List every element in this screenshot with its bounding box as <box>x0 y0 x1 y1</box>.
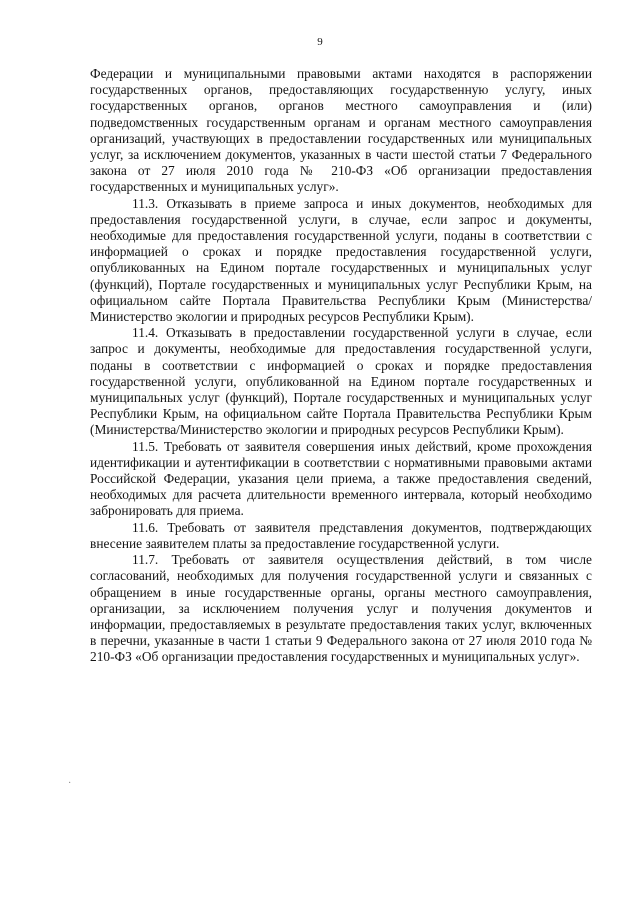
paragraph-11-7: 11.7. Требовать от заявителя осуществления действий, в том числе согласований, необходимых для получения государственной услуги и связанных с обращением в иные государственные органы, органы местного самоуправления, организации, за исключением получения услуг и получения документов и информации, предоставляемых в результате предоставления таких услуг, включенных в перечни, указанные в части 1 статьи 9 Федерального закона от 27 июля 2010 года № 210-ФЗ «Об организации предоставления государственных и муниципальных услуг». <box>90 552 592 665</box>
margin-dot: · <box>68 778 72 789</box>
paragraph-11-4: 11.4. Отказывать в предоставлении государственной услуги в случае, если запрос и документы, необходимые для предоставления государственной услуги, поданы в соответствии с информацией о сроках и порядке предоставления государственной услуги, опубликованной на Едином портале государственных и муниципальных услуг (функций), Портале государственных и муниципальных услуг Республики Крым, на официальном сайте Портала Правительства Республики Крым (Министерства/Министерство экологии и природных ресурсов Республики Крым). <box>90 325 592 438</box>
document-body <box>90 66 592 666</box>
paragraph-11-3: 11.3. Отказывать в приеме запроса и иных документов, необходимых для предоставления государственной услуги, в случае, если запрос и документы, необходимые для предоставления государственной услуги, поданы в соответствии с информацией о сроках и порядке предоставления государственной услуги, опубликованных на Едином портале государственных и муниципальных услуг (функций), Портале государственных и муниципальных услуг Республики Крым, на официальном сайте Портала Правительства Республики Крым (Министерства/Министерство экологии и природных ресурсов Республики Крым). <box>90 195 592 325</box>
paragraph-11-6: 11.6. Требовать от заявителя представления документов, подтверждающих внесение заявителем платы за предоставление государственной услуги. <box>90 519 592 551</box>
paragraph-11-5: 11.5. Требовать от заявителя совершения иных действий, кроме прохождения идентификации и аутентификации в соответствии с нормативными правовыми актами Российской Федерации, указания цели приема, а также предоставления сведений, необходимых для расчета длительности временного интервала, который необходимо забронировать для приема. <box>90 438 592 519</box>
paragraph-continuation: Федерации и муниципальными правовыми актами находятся в распоряжении государственных органов, предоставляющих государственную услугу, иных государственных органов, органов местного самоуправления и (или) подведомственных государственным органам и органам местного самоуправления организаций, участвующих в предоставлении государственных или муниципальных услуг, за исключением документов, указанных в части шестой статьи 7 Федерального закона от 27 июля 2010 года № 210-ФЗ «Об организации предоставления государственных и муниципальных услуг». <box>90 66 592 195</box>
page-number: 9 <box>317 36 323 48</box>
